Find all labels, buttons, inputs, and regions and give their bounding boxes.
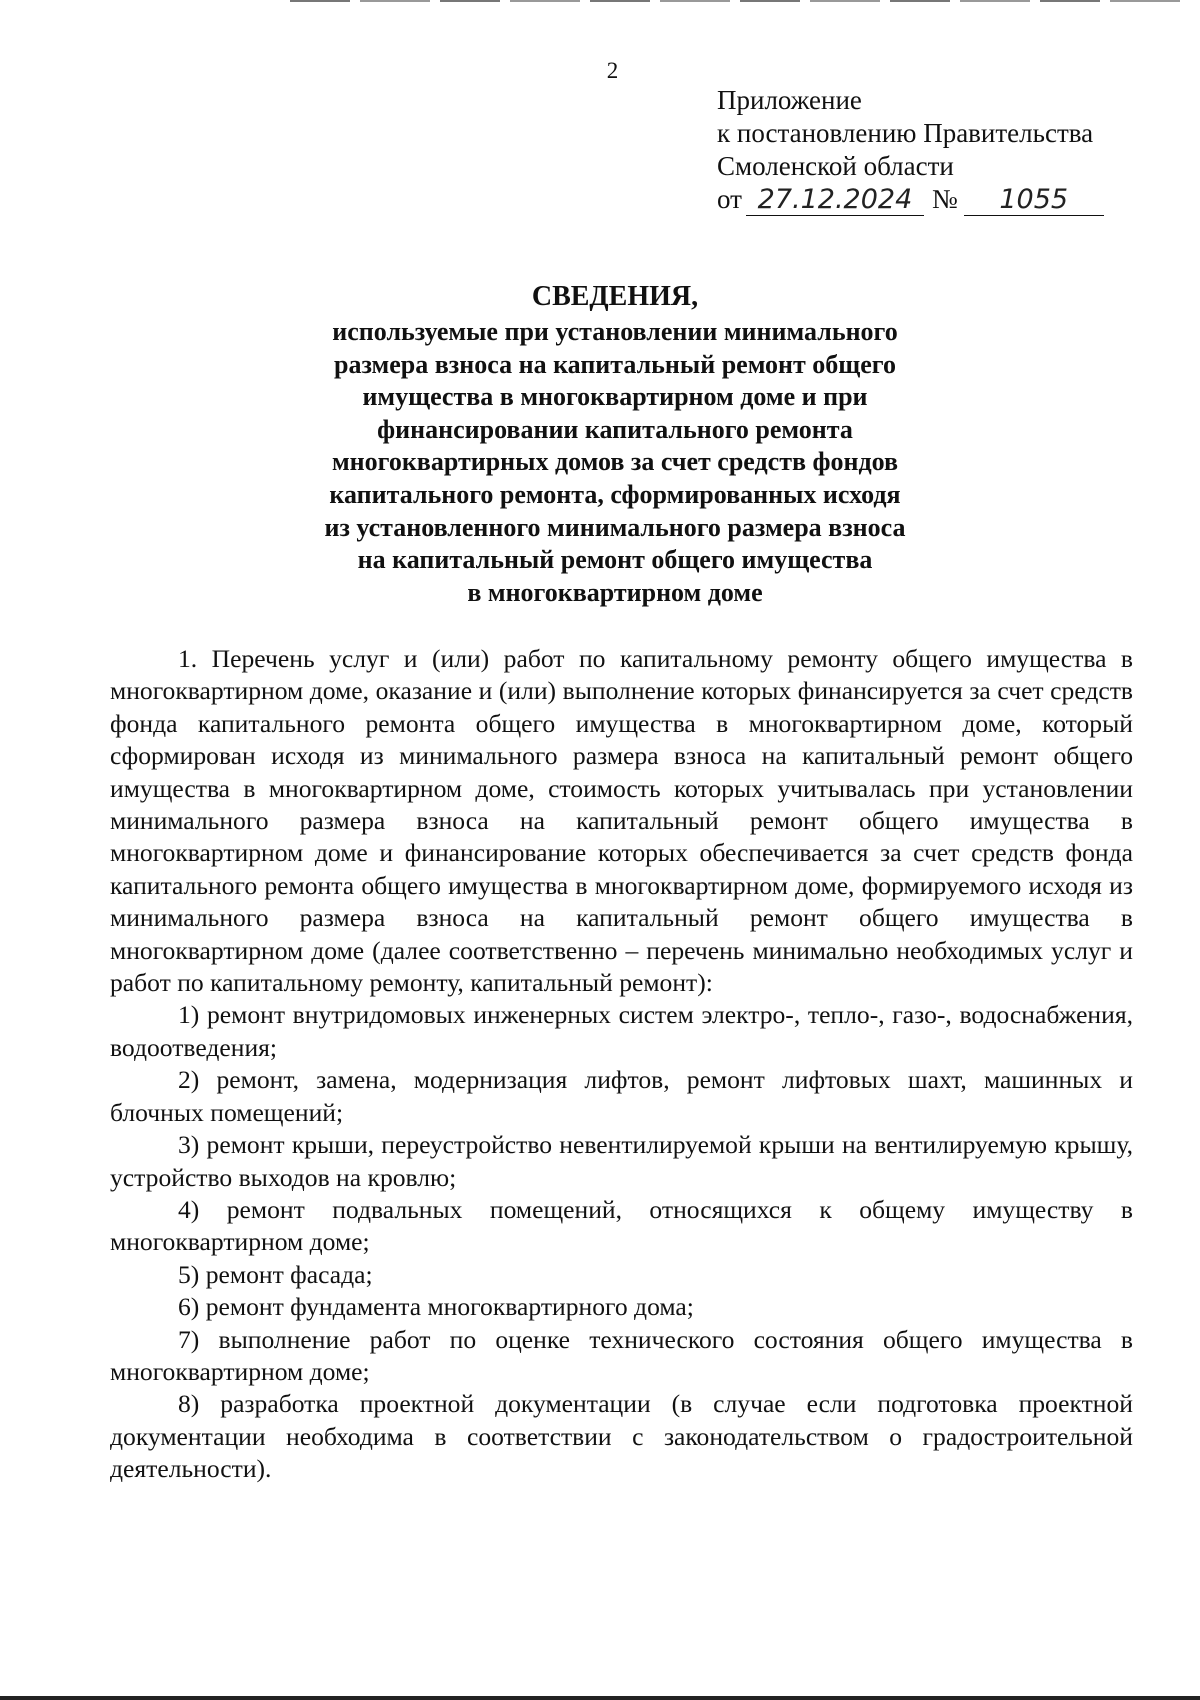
appendix-line-1: Приложение bbox=[717, 85, 862, 115]
intro-paragraph: 1. Перечень услуг и (или) работ по капитальному ремонту общего имущества в многоквартирном доме, оказание и (или) выполнение которых финансируется за счет средств фонда капитального ремонта общего имущества в многоквартирном доме, который сформирован исходя из минимального размера взноса на капитальный ремонт общего имущества в многоквартирном доме, стоимость которых учитывалась при установлении минимального размера взноса на капитальный ремонт общего имущества в многоквартирном доме и финансирование которых обеспечивается за счет средств фонда капитального ремонта общего имущества в многоквартирном доме, формируемого исходя из минимального размера взноса на капитальный ремонт общего имущества в многоквартирном доме (далее соответственно – перечень минимально необходимых услуг и работ по капитальному ремонту, капитальный ремонт): bbox=[110, 644, 1133, 998]
title-line: имущества в многоквартирном доме и при bbox=[362, 382, 868, 412]
list-item: 2) ремонт, замена, модернизация лифтов, ремонт лифтовых шахт, машинных и блочных помещений; bbox=[110, 1065, 1133, 1127]
title-line: на капитальный ремонт общего имущества bbox=[357, 545, 873, 575]
decree-number: 1055 bbox=[964, 185, 1104, 216]
title-line: размера взноса на капитальный ремонт общего bbox=[334, 349, 896, 379]
title-line: многоквартирных домов за счет средств фондов bbox=[331, 447, 899, 477]
appendix-date-line bbox=[717, 183, 1104, 216]
list-item: 8) разработка проектной документации (в случае если подготовка проектной документации необходима в соответствии с законодательством о градостроительной деятельности). bbox=[110, 1389, 1133, 1484]
list-item: 7) выполнение работ по оценке технического состояния общего имущества в многоквартирном доме; bbox=[110, 1324, 1133, 1386]
from-label: от bbox=[717, 184, 742, 214]
title-subtitle bbox=[0, 316, 1200, 609]
appendix-line-3: Смоленской области bbox=[717, 151, 954, 181]
number-label: № bbox=[931, 184, 958, 214]
document-title bbox=[0, 280, 1200, 609]
appendix-header bbox=[717, 84, 1104, 216]
title-main: СВЕДЕНИЯ, bbox=[531, 281, 699, 312]
scan-edge-top bbox=[290, 0, 1190, 2]
list-item: 6) ремонт фундамента многоквартирного дома; bbox=[178, 1292, 694, 1322]
title-line: финансировании капитального ремонта bbox=[377, 414, 853, 444]
scan-edge-bottom bbox=[0, 1696, 1200, 1700]
page-number: 2 bbox=[606, 58, 619, 83]
appendix-line-2: к постановлению Правительства bbox=[717, 118, 1094, 148]
list-item: 1) ремонт внутридомовых инженерных систем электро-, тепло-, газо-, водоснабжения, водоотведения; bbox=[110, 1000, 1133, 1062]
title-line: в многоквартирном доме bbox=[467, 577, 763, 607]
list-item: 3) ремонт крыши, переустройство невентилируемой крыши на вентилируемую крышу, устройство выходов на кровлю; bbox=[110, 1130, 1133, 1192]
list-item: 5) ремонт фасада; bbox=[178, 1259, 373, 1289]
title-line: из установленного минимального размера взноса bbox=[324, 512, 906, 542]
title-line: используемые при установлении минимального bbox=[332, 317, 898, 346]
list-item: 4) ремонт подвальных помещений, относящихся к общему имуществу в многоквартирном доме; bbox=[110, 1194, 1133, 1257]
decree-date: 27.12.2024 bbox=[746, 185, 924, 216]
document-body bbox=[110, 643, 1133, 1486]
title-line: капитального ремонта, сформированных исходя bbox=[329, 479, 901, 509]
